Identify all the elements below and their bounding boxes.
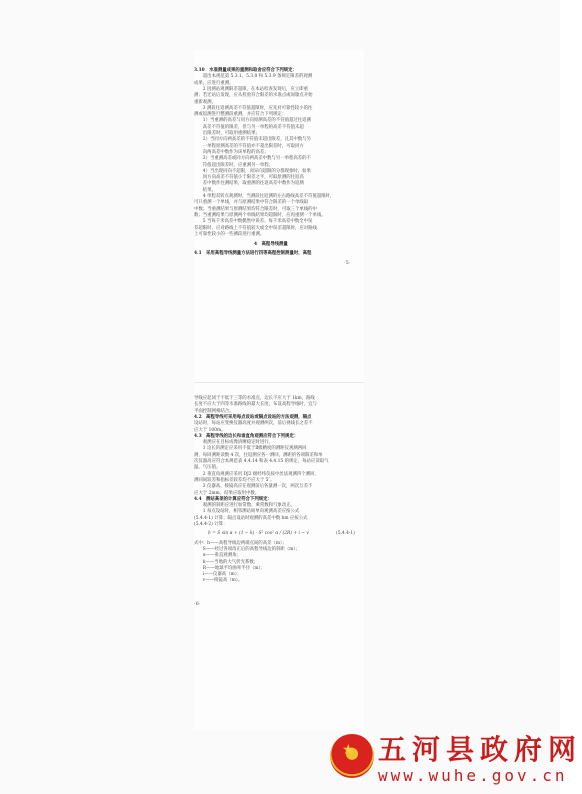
page-divider [194,382,364,383]
text-line: 向两高差中数作为该单程的高差； [194,149,269,155]
text-line: 4.4 测站高差的计算应符合下列规定： [194,496,272,502]
text-line: 数；当重测结果与原测两个单线结果均超限时，应再重测一个单线。 [194,212,326,218]
text-line: 5 当每千米高差中数偶然中误差、每千米高差中数全中误 [194,219,313,225]
text-line: 1 每点设站时，相邻测站间单向观测高差应按公式 [194,509,300,515]
text-line: i——仪器高（m）； [194,572,242,578]
text-line: 平面控制网相结合。 [194,408,234,414]
section-heading: 4 高程导线测量 [254,242,288,248]
text-line: 3）当重测高差或同方向两高差中数与另一单程高差的不 [194,156,311,162]
site-watermark [330,726,582,794]
text-line: 长度不应大于四等水准路线的最大长度，布设高程导线时，宜与 [194,402,317,408]
text-line: 同方向高差不符值小于限差之半，可取原测的往返高 [194,175,304,181]
text-line: 观测的斜距应进行加常数、乘常数和气象改正。 [194,503,295,509]
text-line: (5.4.4-2) 计算： [194,522,228,527]
text-line: 1）当重测的高差与同方向原测高差的不符值超过往返测 [194,118,311,124]
text-line: 温、气压值。 [194,465,221,471]
text-line: 应大于 2mm，结果应取用中数。 [194,490,260,496]
formula-number: (5.4.4-1) [336,531,355,537]
text-line: v——棱镜高（m）。 [194,578,243,584]
text-line: 2 垂直角观测应采用 DJ2 级经纬仪按中丝法观测四个测回， [194,471,319,477]
text-line: 3.10 水准测量成果的重测和取舍应符合下列规定： [194,68,297,73]
text-line: 测；若迁站后发现，应从检验符合限差的水准点或间歇点开始 [194,93,313,99]
text-line: 符值超出限差时，应重测另一单程； [194,162,274,168]
text-line: 测，每回测距读数 4 次，往返测应各一测回，测距的各项限差和单 [194,452,323,458]
text-line: R——地球平均曲率半径（m）； [194,565,266,571]
text-line: 4.3 高程导线的边长和垂直角观测应符合下列规定： [194,433,299,439]
text-line: 重新观测。 [194,99,216,105]
text-line: 次仪器高应符合本规范表 4.4.14 和表 4.4.15 的规定，每站应读取气 [194,459,329,464]
text-line: 结果。 [194,187,216,193]
text-line: 差超限时，应对路线上不符值较大或全中误差超限时，应对路线 [194,225,317,231]
text-line: 2 因测站观测限差超限，在本站检查发现后，应立即重 [194,86,308,92]
text-line: 4.2 高程导线可采用每点设站或隔点设站的方法观测，隔点 [194,414,312,420]
text-line: 超出本规范第 5.3.1、5.3.8 和 5.3.9 条规定限差的观测 [194,74,313,80]
text-line: 测或返测进行整测段重测，并应符合下列规定： [194,112,287,118]
text-line: 上可靠性较小的一些测段进行重测。 [194,231,265,237]
text-line: 中数；当重测结果与原测结果均符合限差时，可取三个单线的中 [194,206,317,212]
text-line: 一单程原测高差的不符值亦不超出限差时，可取同方 [194,143,304,149]
text-line: α——垂直观测角； [194,553,241,559]
text-line: 设站时，每站应变换仪器高度并观测两次，前后视线长之差不 [194,421,313,427]
site-name: 五河县政府网 [378,733,582,766]
text-line: 应大于 100m。 [194,427,226,433]
text-line: k——当地的大气折光系数； [194,559,259,565]
text-line: 3 测段往返测高差不符值超限时，应先对可靠性较小的往 [194,105,313,111]
text-line: 式中：h——高程导线边两端点间的高差（m）； [194,540,287,546]
text-line: (5.4.4-1) 计算；隔点设站时观测的高差中数 hm 应按公式 [194,515,308,521]
text-line: 差中数作往测结果，取重测的往返高差中数作为返测 [194,181,304,187]
text-line: 1 边长的测定应采用不低于Ⅱ级精度的测距仪观测两回 [194,446,307,452]
text-line: 4）当出现同向不超限，而异向超限的分群现象时，如果 [194,168,311,174]
text-line: 4.1 采用高程导线测量方法进行四等高程控制测量时，高程 [194,251,312,257]
text-line: 成果，应进行重测。 [194,80,234,86]
site-url: www.wuhe.gov.cn [378,766,568,785]
text-line: 4 单程双转点观测时，当测段往返测的左右路线高差不符值超限时， [194,194,335,199]
text-line: S——经过各项改正后的高程导线边的斜距（m）； [194,546,300,552]
scanned-page [194,50,364,730]
national-emblem-icon: ★ [330,734,374,778]
text-line: 2）当同方向两高差的不符值未超出限差，且其中数与另 [194,137,311,143]
text-line: 观测应在目标成像清晰稳定时进行。 [194,440,274,446]
page-number: ·5· [344,259,351,266]
text-line: 导线应起闭于不低于三等的水准点，边长不应大于 1km，路线 [194,396,315,401]
text-line: 测回间较差和指标差较差均不应大于 5″。 [194,477,275,483]
text-line: 出限差时，可取用重测结果； [194,131,260,136]
text-line: 高差不符值的限差，但与另一单程的高差不符值未超 [194,124,304,130]
text-line: 3 仪器高、棱镜高应在观测前后各量测一次，两次互差不 [194,484,313,490]
formula: h = S sin α + (1 − k) · S² cos² α / (2R) + i − v [208,531,309,537]
text-line: 可只重测一个单线，并与原测结果中符合限差的一个单线取 [194,200,309,206]
page-number: ·6· [194,600,201,607]
